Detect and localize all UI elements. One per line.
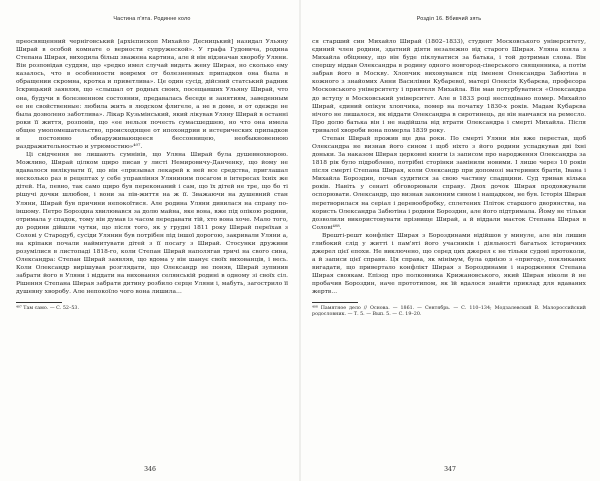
right-page-number: 347 <box>444 466 456 473</box>
left-paragraph-1: преосвященний черніговський [архієпископ Михайло Десницький] назидал Ульяну Ширай в особой комнате о верности супружеской». У графа Гудовича, родина Степана Ширая, виходила більш зважена картина, але й він відзначав хворобу Уляни. Він розповідав суддям, що «редко имел случай видеть жену Ширая, но сколько ему казалось, что в особенности вовремя от болезненных припадков она была в обращении скромна, кротка и приветлива». Це один сусід, дійсний статський радник Іскрицький заявляв, що «слышал от родных своих, посещавших Ульяну Ширай, что она, будучи в болезненном состоянии, предавалась беседе и занятиям, заведенным ее не свойственные: любила жить в людском флигеле, а не в доме, и от одежде не была дозволено заботлива». Лікар Кузьмінський, який лікував Уляну Ширай в останні роки її життя, розповів, що «ее нельзя почесть сумасшедшею, но что она имела общее умопомешательство, происходящее от ипохондрии и истерических припадков и постоянно обнаруживающееся бессонницею, необыкновенною раздражительностью и угрюмостию»⁴⁰⁷. <box>16 39 288 151</box>
left-page-number: 346 <box>144 466 156 473</box>
right-paragraph-1: ся старший син Михайло Ширай (1802–1833), студент Московського університету, єдиний член родини, здатний діяти незалежно від старого Ширая. Уляна взяла з Михайла обіцянку, що він буде піклуватися за батька, і той дотримав слова. Він спершу віддав Олександра в родину одного новгород-сіверського священника, а потім забрав його в Москву. Хлопчик виховувався під іменем Олександра Забютіна в кожного з знайомих Анни Василівни Кубаревої, матері Олексія Кубарєва, професора Московського університету і приятеля Михайла. Він мав потурбуватися «Олександра до вступу в Московський університет. Але в 1833 році несподівано помер. Михайло Ширай, єдиний опікун хлопчика, помер на початку 1830-х років. Мадам Кубарєва нічого не лишалося, як віддати Олександра в сиротинець, де він навчався на ремесло. Про долю батька він і не надійшла від втрати Олександра і смерті Михайла. Після тривалої хвороби вона померла 1839 року. <box>312 39 586 134</box>
right-footnote: ⁴⁰⁸ Памятное дело // Основа. — 1861. — Сентябрь. — С. 110–134; Модзалевский В. Малороссийский родословник. — Т. 5. — Вып. 5. — С. 19–20. <box>312 305 586 318</box>
left-page-text <box>16 38 288 297</box>
right-footnote-rule <box>312 302 358 303</box>
right-running-head: Розділ 16. Вбивчий зять <box>416 16 482 22</box>
right-page-text <box>312 38 586 297</box>
left-footnote: ⁴⁰⁷ Там само. — С. 52–53. <box>16 305 79 311</box>
left-running-head: Частина п'ята. Родинне коло <box>113 16 191 22</box>
right-page <box>300 0 600 481</box>
left-footnote-rule <box>16 302 62 303</box>
right-paragraph-2: Степан Ширай прожив ще два роки. По смерті Уляни він вже перестав, щоб Олександра не визнав його сином і щоб ніхто з його родини успадкував дві їхні доньки. За наказом Ширая церковні книги із записом про народження Олександра за 1818 рік було підроблено, потрібні сторінки замінили новими. І лише через 10 років після смерті Степана Ширая, коли Олександр при допомозі материних братів, Івана і Михайла Бороздин, почав судитися за свою частину спадщини. Суд тривав кілька років. Навіть у сенаті обговорювали справу. Двох дочок Ширая продовжували оспорювати. Олександр, що визнав законним сином і нащадком, не був. Історія Ширая перетворилася на серіал і деревообробку, сплетених Пліток старшого дворянства, на користь Олександра Забютіна і родини Бороздин, але його підтримала. Йому не тільки дозволили використовувати прізвище Ширай, а й віддали маєток Степана Ширая в Солові⁴⁰⁸. <box>312 135 586 231</box>
right-paragraph-3: Врешті-решт конфлікт Ширая з Бороздинами відійшов у минуле, але він лишив глибокий слід у житті і пам'яті його учасників і діяльності багатьох історичних джерел цієї епохи. Не виключено, що серед цих джерел є не тільки судові протоколи, а й записи цієї справи. Ця справа, як мінімум, була однією з «пригод», покликаних вигадати, що привертало конфлікт Ширая з Бороздинами і народження Степана Ширая своякам. Епізод про полковника Крижановського, який Ширая ніколи й не пробачив Бороздин, наче прототипом, як їй вдалося знайти приклад для вдаваних жертв… <box>312 232 586 296</box>
left-paragraph-2: Ці свідчення не лишають сумнівів, що Уляна Ширай була душевнохворою. Можливо, Ширай цілком щиро писав у листі Немировичу-Данченку, що йому не вдавалося вилікувати її, що він «призывал лекарей к ней все средства, приглашал несколько раз в рецептах у себе управління Уляниним посагом в інтересах їхніх же дітей. На, певно, так само щиро був переконаний і сам, що їх дітей не тре, що бо ті рішучі дочки шлюбом, і вони за пів-життя на ж її. Зважаючи на душевний стан Уляни, Ширай був причини непокоїтися. Але родина Уляни дивилася на справу по-іншому. Петро Бороздна хвилювався за долю майна, яке вона, вже під опікою родини, отримала у спадок, тому він думав із часом передавати тій, хто вона хоче. Мало того, до родини дійшли чутки, що після того, як у грудні 1811 року Ширай переїхав з Солові у Стародуб, сусіди Улянин був потрібен під іншої дорогою, закривали Уляни а, на кріпаки почали наймитувати дітей з її посагу з Ширай. Стосунки дружини розумілися в листопаді 1818-го, коли Степан Ширай наполягав тричі на свого сина, Олександра: Степан Ширай заявляв, що вдома у він шанує своїх вихованців, і весь. Коли Олександр вирішував розглядати, що Олександр не поняв, Ширай зупинив забрати його в Уляни і віддати на виховання селянській родині в одному зі своїх сіл. Рішення Степана Ширая забрати дитину розбило серце Уляни і, мабуть, загострило її душевну хворобу. Але непокоїло чого вона лишила… <box>16 152 288 296</box>
